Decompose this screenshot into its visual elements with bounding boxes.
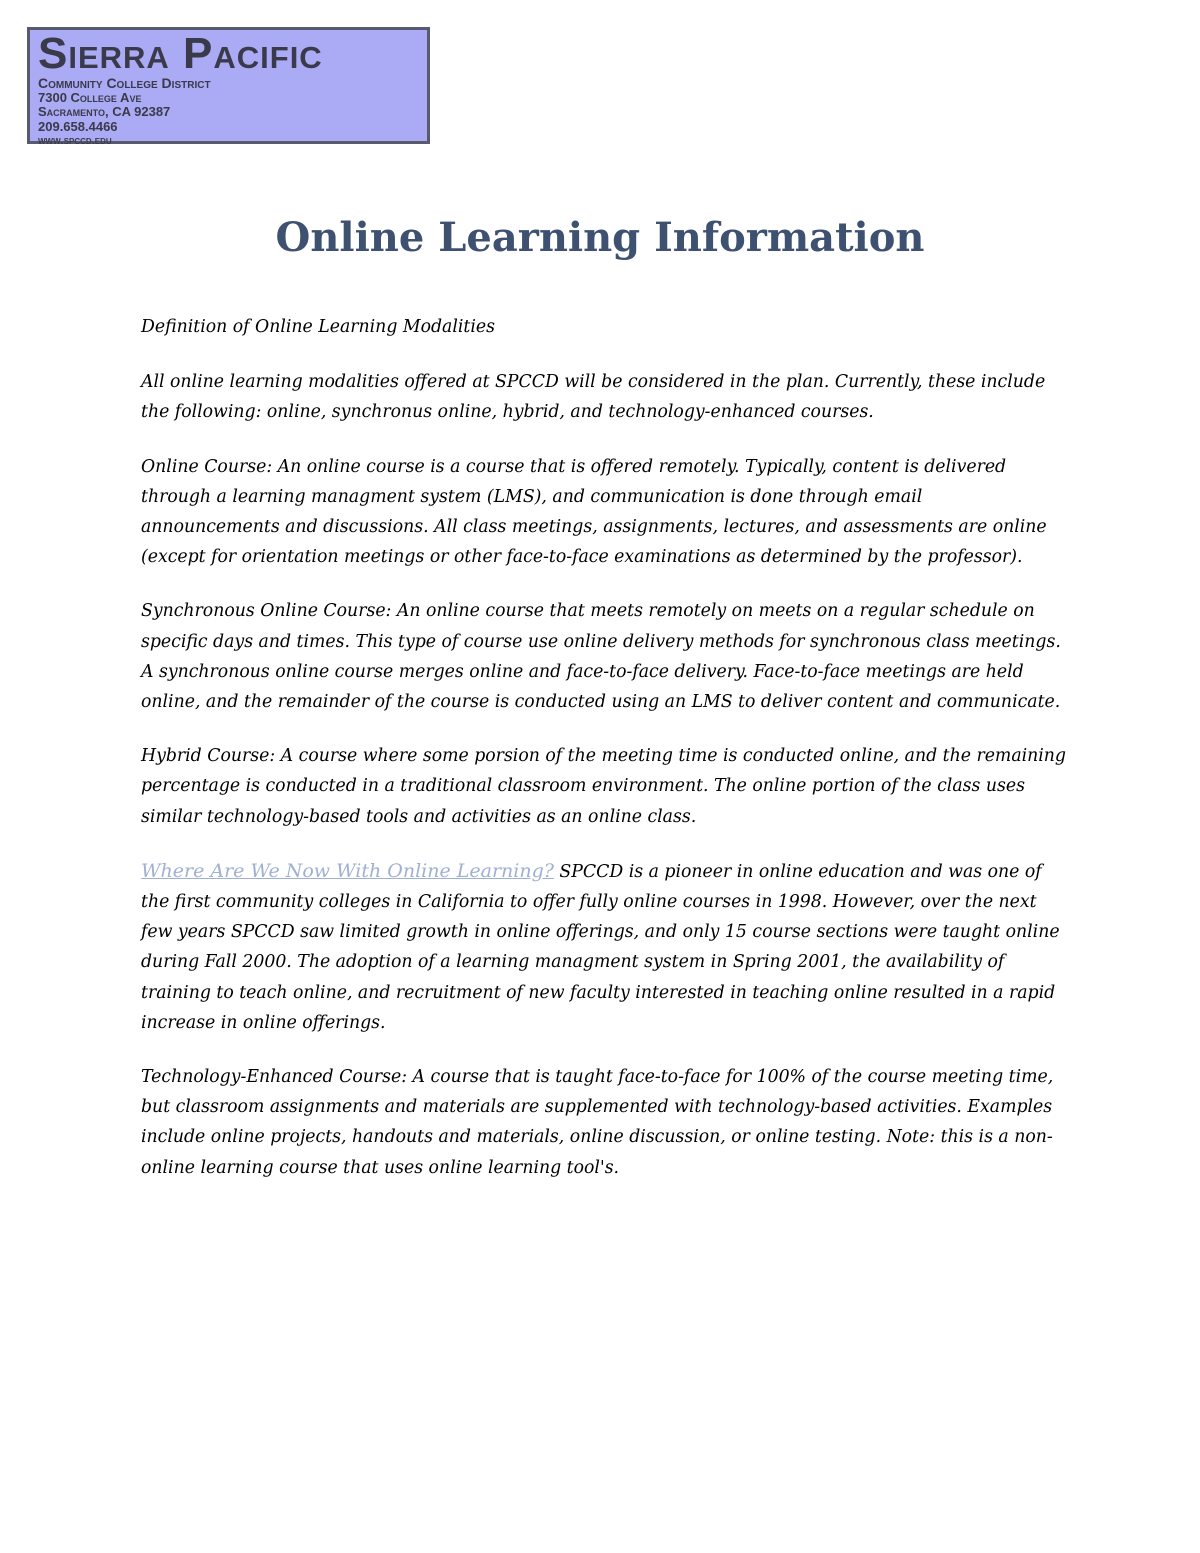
letterhead-logo [27, 27, 430, 147]
letterhead-website: www.spccd.edu [38, 135, 112, 147]
intro-paragraph: All online learning modalities offered at SPCCD will be considered in the plan. Currently, these include the following: online, synchronus online, hybrid, and technology-enhanced courses. [141, 372, 1046, 423]
definition-heading: Definition of Online Learning Modalities [141, 317, 495, 337]
where-are-we-text: SPCCD is a pioneer in online education and was one of the first community colleges in California to offer fully online courses in 1998. However, over the next few years SPCCD saw limited growth in online offerings, and only 15 course sections were taught online during Fall 2000. The adoption of a learning managment system in Spring 2001, the availability of training to teach online, and recruitment of new faculty interested in teaching online resulted in a rapid increase in online offerings. [141, 861, 1060, 1033]
where-are-we-link[interactable]: Where Are We Now With Online Learning? [141, 859, 554, 882]
letterhead-district: Community College District [38, 75, 211, 91]
document-body [141, 312, 1066, 1207]
tech-enhanced-course-paragraph: Technology-Enhanced Course: A course that is taught face-to-face for 100% of the course meeting time, but classroom assignments and materials are supplemented with technology-based activities. Examples include online projects, handouts and materials, online discussion, or online testing. Note: this is a non-online learning course that uses online learning tool's. [141, 1067, 1054, 1178]
hybrid-course-paragraph: Hybrid Course: A course where some porsion of the meeting time is conducted online, and the remaining percentage is conducted in a traditional classroom environment. The online portion of the class uses similar technology-based tools and activities as an online class. [141, 746, 1066, 827]
letterhead-address: 7300 College Ave [38, 89, 142, 105]
letterhead-phone: 209.658.4466 [38, 118, 118, 134]
page-title: Online Learning Information [275, 214, 925, 261]
letterhead-city: Sacramento, CA 92387 [38, 104, 171, 119]
synchronous-course-paragraph: Synchronous Online Course: An online course that meets remotely on meets on a regular schedule on specific days and times. This type of course use online delivery methods for synchronous class meetings. A synchronous online course merges online and face-to-face delivery. Face-to-face meetings are held online, and the remainder of the course is conducted using an LMS to deliver content and communicate. [141, 601, 1061, 713]
online-course-paragraph: Online Course: An online course is a course that is offered remotely. Typically, content is delivered through a learning managment system (LMS), and communication is done through email announcements and discussions. All class meetings, assignments, lectures, and assessments are online (except for orientation meetings or other face-to-face examinations as determined by the professor). [141, 456, 1047, 568]
where-are-we-paragraph [141, 856, 1066, 1038]
letterhead-name: Sierra Pacific [38, 29, 323, 78]
